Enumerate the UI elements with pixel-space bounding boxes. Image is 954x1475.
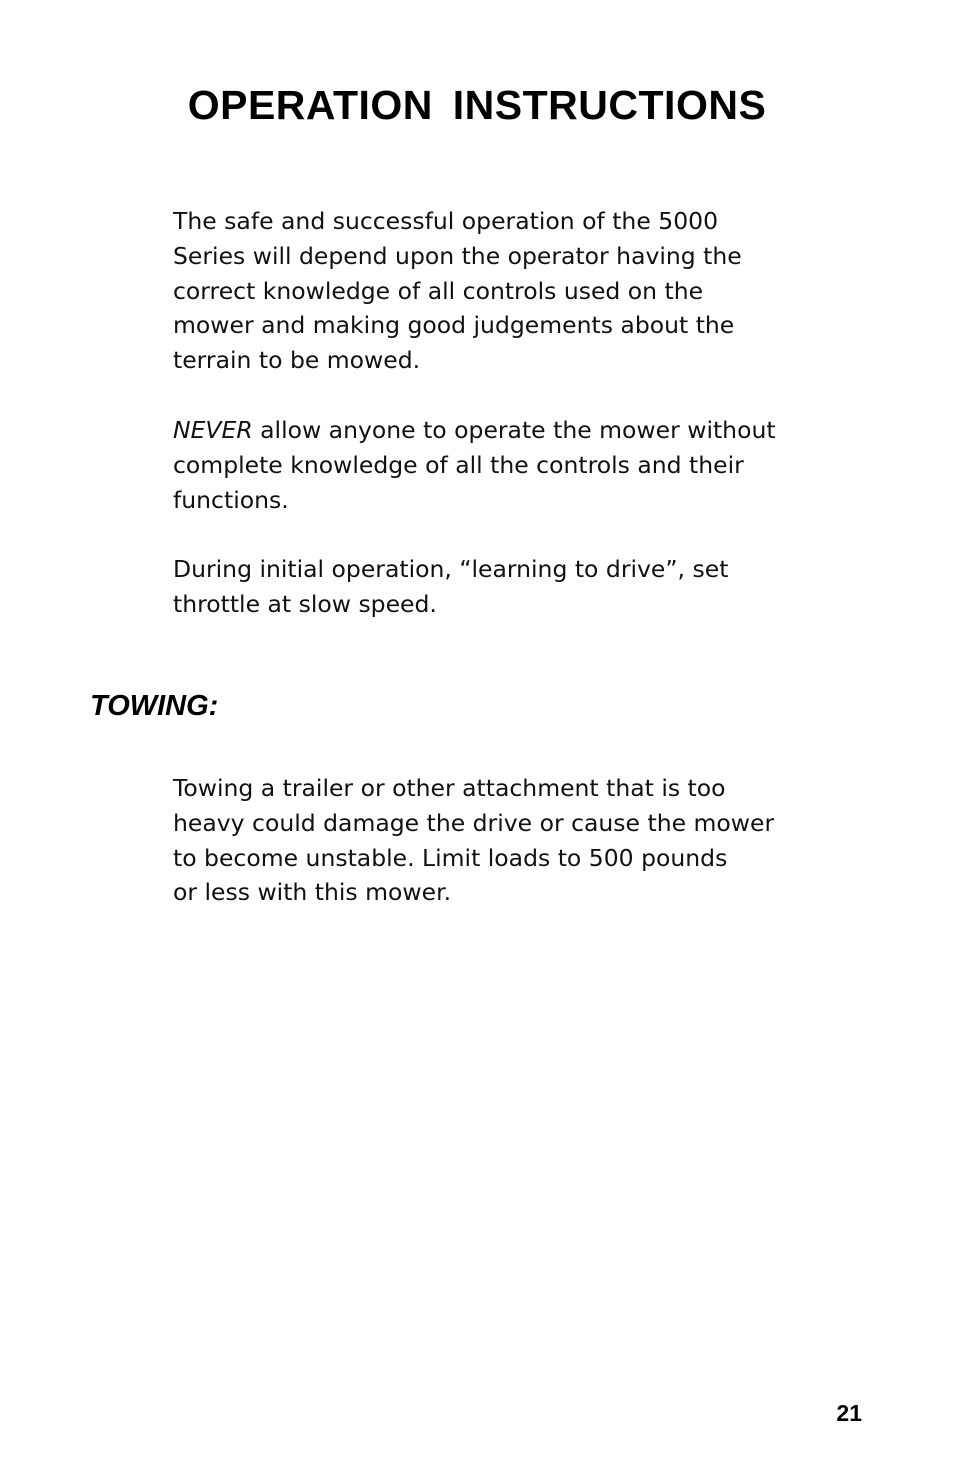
- intro-paragraph-operation: The safe and successful operation of the 5000 Series will depend upon the operator having the correct knowledge of all controls used on the mower and making good judgements about the terrain to be mowed.: [173, 207, 742, 375]
- towing-heading: TOWING:: [90, 690, 219, 722]
- never-paragraph-text: allow anyone to operate the mower without complete knowledge of all the controls and their functions.: [173, 416, 776, 514]
- towing-paragraph: Towing a trailer or other attachment that is too heavy could damage the drive or cause the mower to become unstable. Limit loads to 500 pounds or less with this mower.: [173, 774, 775, 907]
- intro-paragraph-learning: During initial operation, “learning to drive”, set throttle at slow speed.: [173, 555, 729, 618]
- page-number: 21: [836, 1400, 862, 1426]
- page-title: OPERATION INSTRUCTIONS: [187, 82, 767, 128]
- never-emphasis: NEVER: [173, 416, 253, 444]
- intro-paragraph-never: [173, 413, 793, 517]
